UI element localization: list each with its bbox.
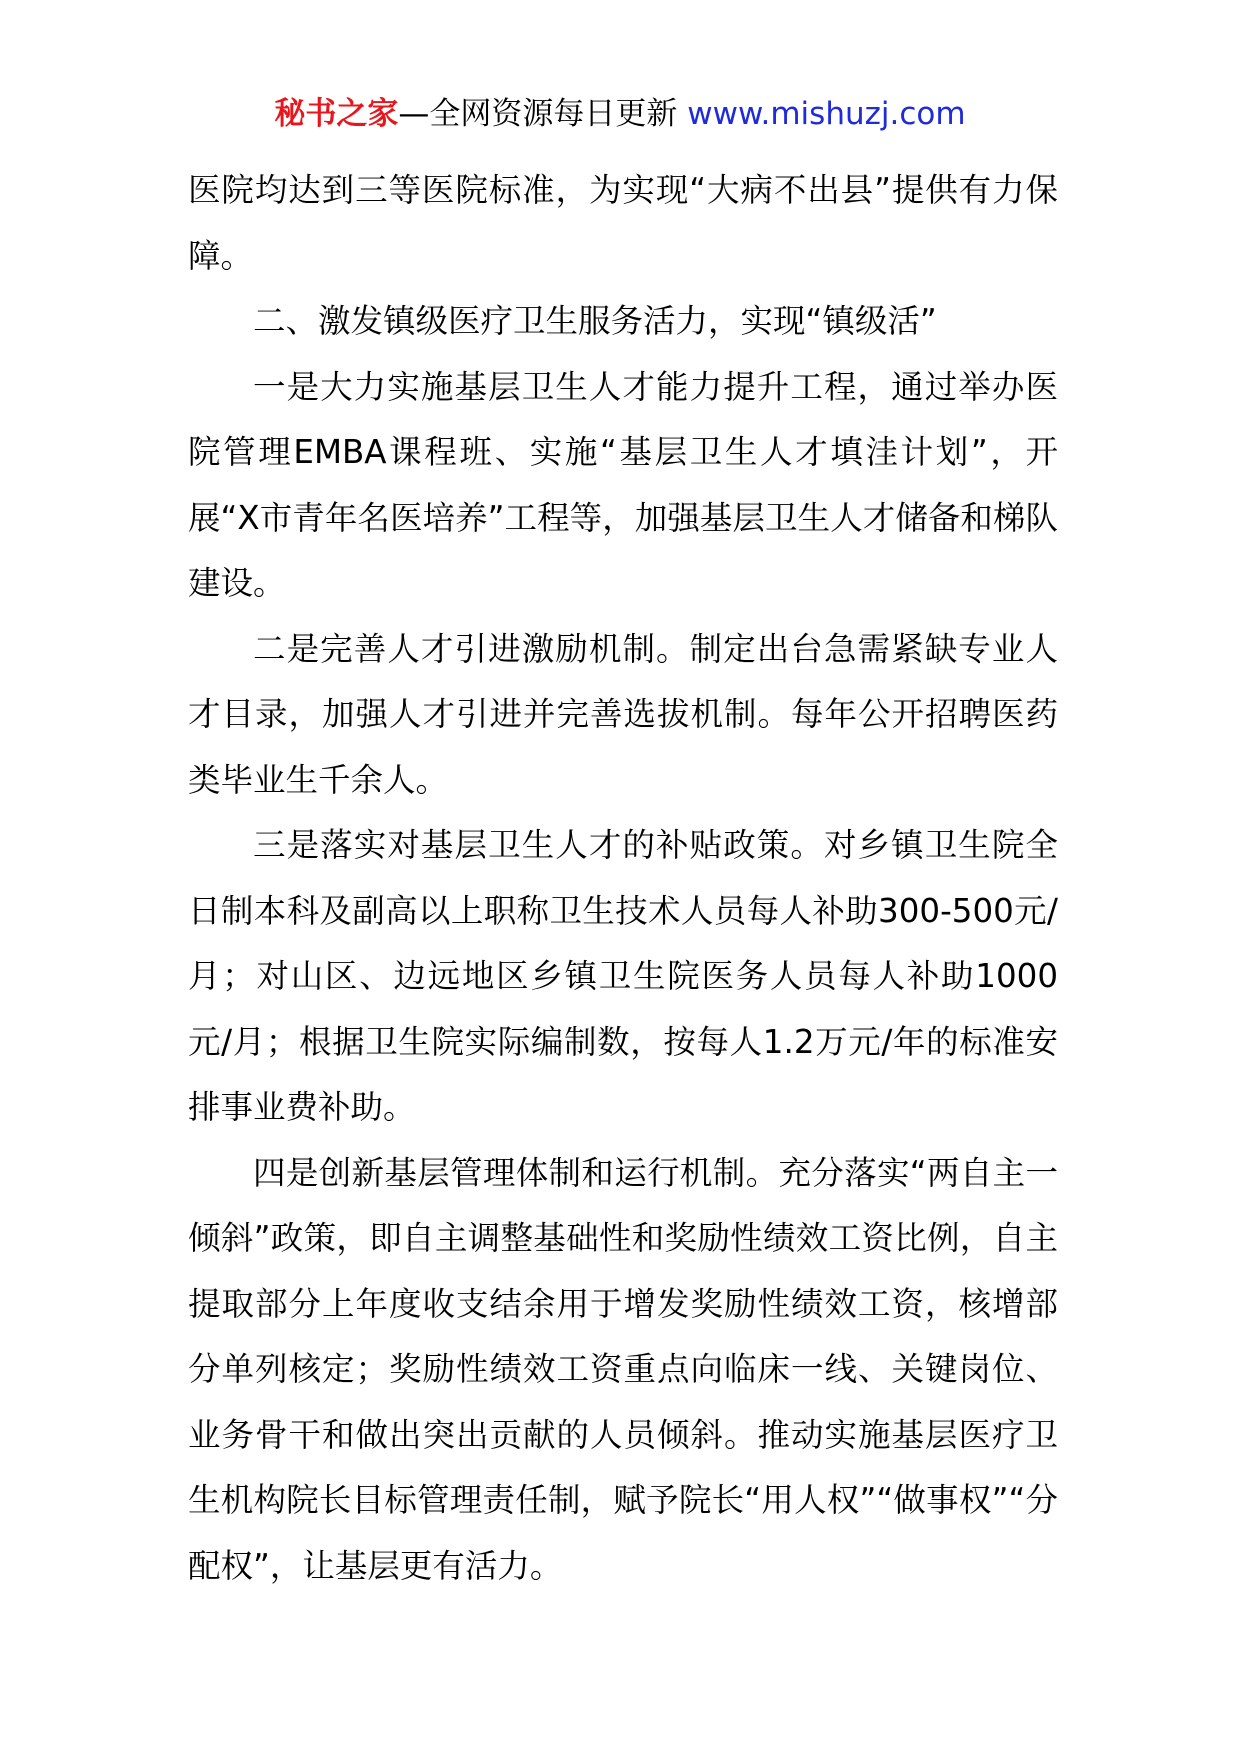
paragraph-continuation: 医院均达到三等医院标准，为实现“大病不出县”提供有力保障。 [188, 171, 1058, 275]
site-url-link[interactable]: www.mishuzj.com [687, 96, 966, 132]
paragraph-item-4: 四是创新基层管理体制和运行机制。充分落实“两自主一倾斜”政策，即自主调整基础性和奖励性绩效工资比例，自主提取部分上年度收支结余用于增发奖励性绩效工资，核增部分单列核定；奖励性绩效工资重点向临床一线、关键岗位、业务骨干和做出突出贡献的人员倾斜。推动实施基层医疗卫生机构院长目标管理责任制，赋予院长“用人权”“做事权”“分配权”，让基层更有活力。 [188, 1153, 1058, 1585]
paragraph-item-2: 二是完善人才引进激励机制。制定出台急需紧缺专业人才目录，加强人才引进并完善选拔机制。每年公开招聘医药类毕业生千余人。 [188, 629, 1058, 799]
paragraph-item-3: 三是落实对基层卫生人才的补贴政策。对乡镇卫生院全日制本科及副高以上职称卫生技术人员每人补助300-500元/月；对山区、边远地区乡镇卫生院医务人员每人补助1000元/月；根据卫生院实际编制数，按每人1.2万元/年的标准安排事业费补助。 [188, 826, 1058, 1126]
paragraph-item-1: 一是大力实施基层卫生人才能力提升工程，通过举办医院管理EMBA课程班、实施“基层卫生人才填洼计划”，开展“X市青年名医培养”工程等，加强基层卫生人才储备和梯队建设。 [188, 367, 1058, 602]
site-brand: 秘书之家 [274, 96, 399, 132]
site-tagline: —全网资源每日更新 [398, 96, 688, 132]
site-header [0, 94, 1240, 134]
document-body [188, 158, 1058, 1599]
section-heading: 二、激发镇级医疗卫生服务活力，实现“镇级活” [253, 302, 937, 340]
